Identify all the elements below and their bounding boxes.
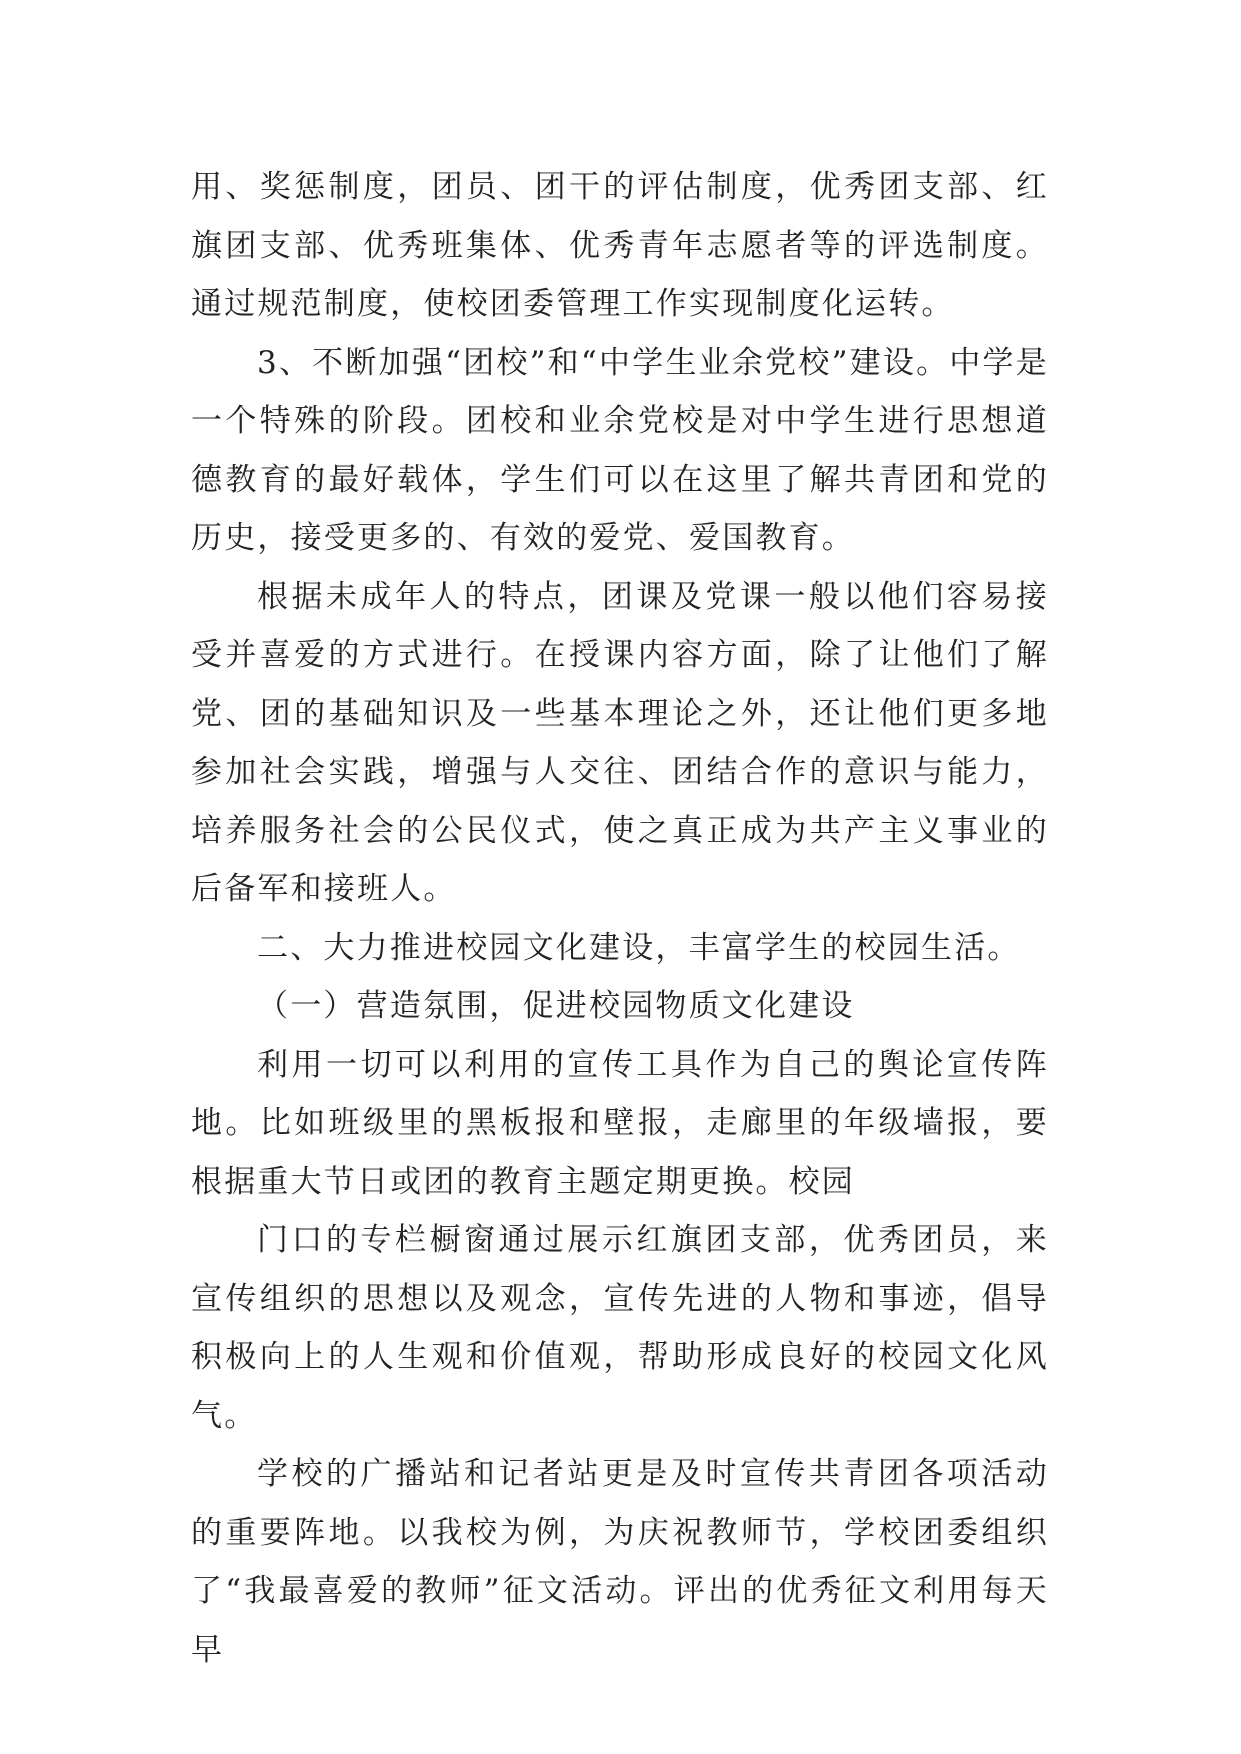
paragraph-broadcast-station: 学校的广播站和记者站更是及时宣传共青团各项活动的重要阵地。以我校为例，为庆祝教师节，学校团委组织了“我最喜爱的教师”征文活动。评出的优秀征文利用每天早 [191,1456,1049,1668]
section-heading-campus-culture: 二、大力推进校园文化建设，丰富学生的校园生活。 [257,929,1021,966]
paragraph-evaluation-systems: 用、奖惩制度，团员、团干的评估制度，优秀团支部、红旗团支部、优秀班集体、优秀青年志愿者等的评选制度。通过规范制度，使校团委管理工作实现制度化运转。 [191,169,1049,322]
paragraph-teaching-methods: 根据未成年人的特点，团课及党课一般以他们容易接受并喜爱的方式进行。在授课内容方面，除了让他们了解党、团的基础知识及一些基本理论之外，还让他们更多地参加社会实践，增强与人交往、团结合作的意识与能力，培养服务社会的公民仪式，使之真正成为共产主义事业的后备军和接班人。 [191,578,1049,907]
paragraph-propaganda-tools: 利用一切可以利用的宣传工具作为自己的舆论宣传阵地。比如班级里的黑板报和壁报，走廊里的年级墙报，要根据重大节日或团的教育主题定期更换。校园 [191,1046,1049,1200]
subsection-heading-atmosphere: （一）营造氛围，促进校园物质文化建设 [257,988,855,1024]
paragraph-showcase-window: 门口的专栏橱窗通过展示红旗团支部，优秀团员，来宣传组织的思想以及观念，宣传先进的人物和事迹，倡导积极向上的人生观和价值观，帮助形成良好的校园文化风气。 [191,1222,1049,1434]
document-body [191,158,1049,1679]
paragraph-party-school: 3、不断加强“团校”和“中学生业余党校”建设。中学是一个特殊的阶段。团校和业余党校是对中学生进行思想道德教育的最好载体，学生们可以在这里了解共青团和党的历史，接受更多的、有效的爱党、爱国教育。 [191,344,1049,556]
